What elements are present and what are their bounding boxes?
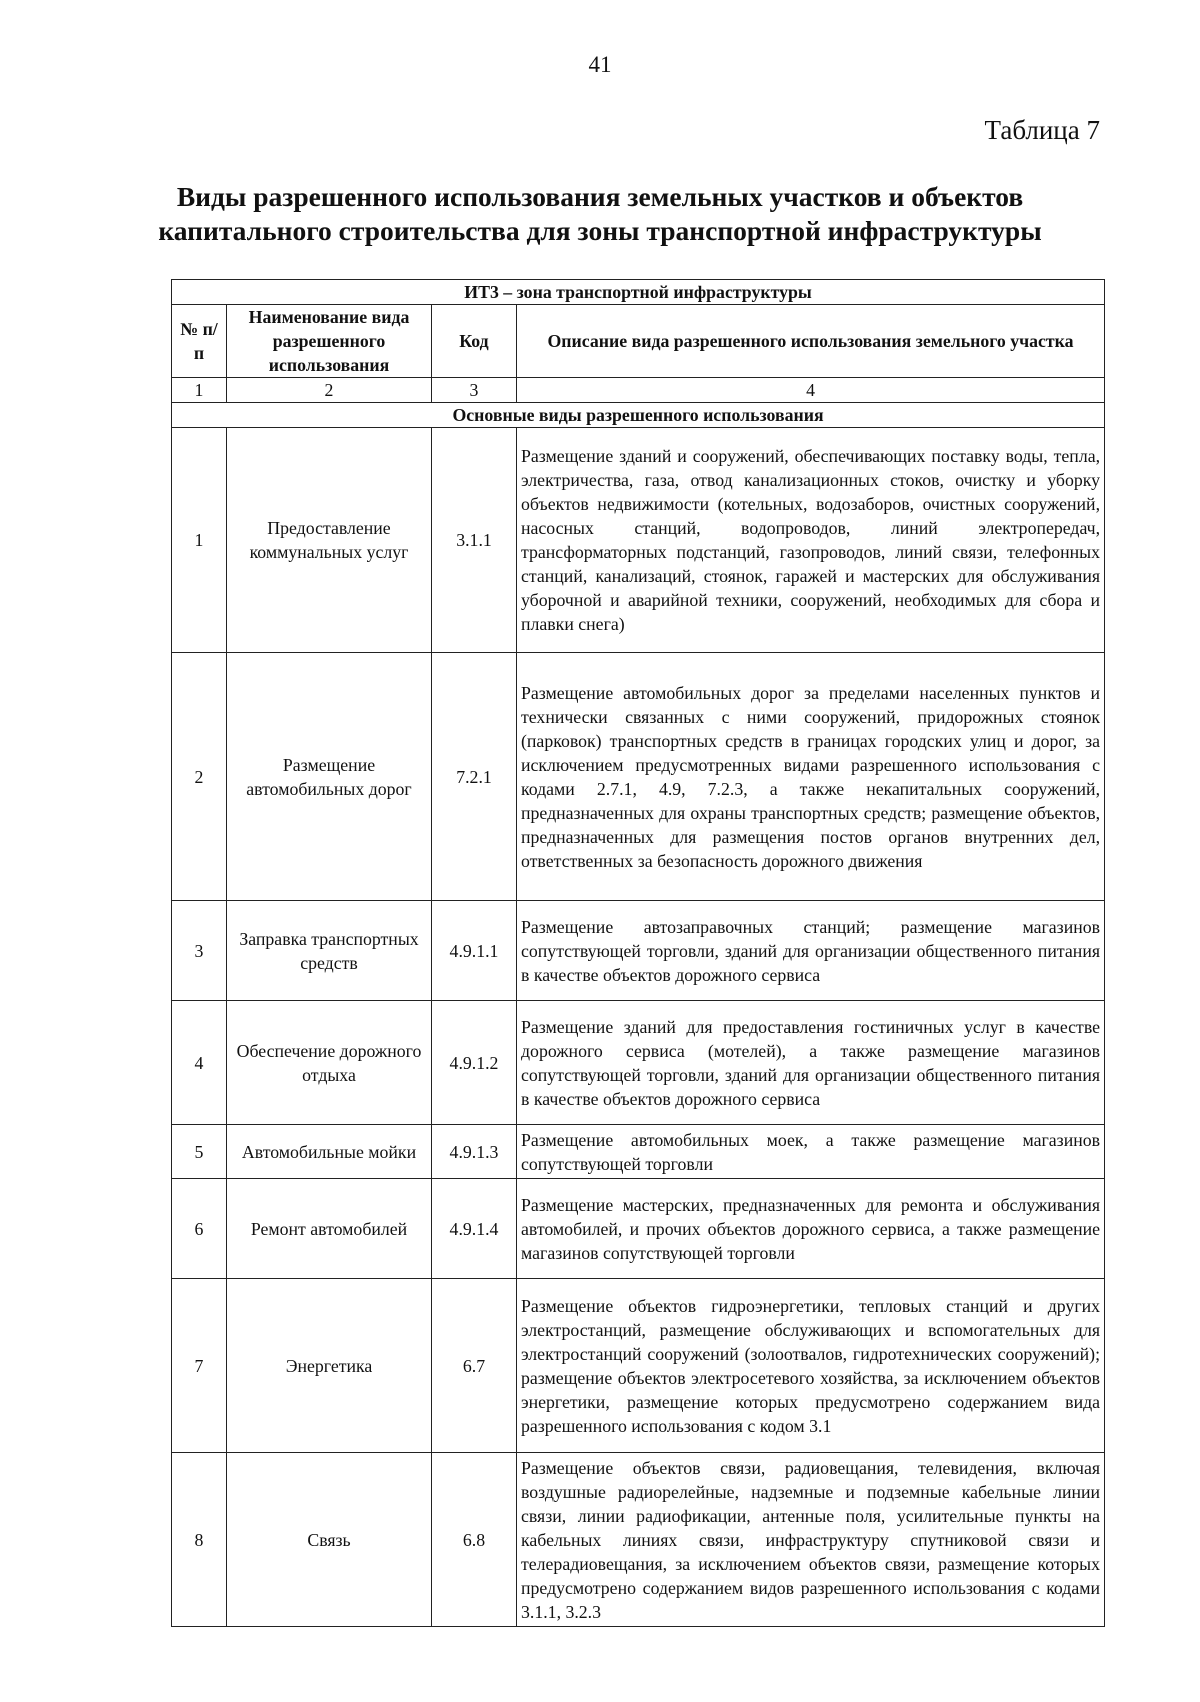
row-number: 8 xyxy=(172,1453,227,1627)
row-code: 4.9.1.1 xyxy=(432,901,517,1001)
table-row xyxy=(172,1001,1105,1125)
row-name: Энергетика xyxy=(227,1279,432,1453)
row-name: Обеспечение дорожного отдыха xyxy=(227,1001,432,1125)
row-number: 7 xyxy=(172,1279,227,1453)
row-name: Ремонт автомобилей xyxy=(227,1179,432,1279)
row-number: 5 xyxy=(172,1125,227,1179)
row-code: 6.7 xyxy=(432,1279,517,1453)
header-name: Наименование вида разрешенного использования xyxy=(227,305,432,378)
table-row xyxy=(172,1125,1105,1179)
table-row xyxy=(172,901,1105,1001)
title-line: Виды разрешенного использования земельных участков и объектов xyxy=(176,181,1024,212)
row-description: Размещение зданий для предоставления гостиничных услуг в качестве дорожного сервиса (мотелей), а также размещение магазинов сопутствующей торговли, зданий для организации общественного питания в качестве объектов дорожного сервиса xyxy=(517,1001,1105,1125)
column-number: 4 xyxy=(517,378,1105,403)
row-number: 1 xyxy=(172,428,227,653)
row-name: Размещение автомобильных дорог xyxy=(227,653,432,901)
table-row xyxy=(172,428,1105,653)
row-number: 2 xyxy=(172,653,227,901)
table-row xyxy=(172,1279,1105,1453)
title-line: капитального строительства для зоны транспортной инфраструктуры xyxy=(158,215,1042,246)
row-code: 4.9.1.4 xyxy=(432,1179,517,1279)
table-label: Таблица 7 xyxy=(984,115,1100,145)
row-name: Предоставление коммунальных услуг xyxy=(227,428,432,653)
row-description: Размещение объектов связи, радиовещания, телевидения, включая воздушные радиорелейные, надземные и подземные кабельные линии связи, линии радиофикации, антенные поля, усилительные пункты на кабельных линиях связи, инфраструктуру спутниковой связи и телерадиовещания, за исключением объектов связи, размещение которых предусмотрено содержанием видов разрешенного использования с кодами 3.1.1, 3.2.3 xyxy=(517,1453,1105,1627)
table-row xyxy=(172,653,1105,901)
document-title xyxy=(0,180,1200,248)
row-description: Размещение объектов гидроэнергетики, тепловых станций и других электростанций, размещение обслуживающих и вспомогательных для электростанций сооружений (золоотвалов, гидротехнических сооружений); размещение объектов электросетевого хозяйства, за исключением объектов энергетики, размещение которых предусмотрено содержанием вида разрешенного использования с кодом 3.1 xyxy=(517,1279,1105,1453)
row-name: Заправка транспортных средств xyxy=(227,901,432,1001)
row-name: Связь xyxy=(227,1453,432,1627)
table-row xyxy=(172,1179,1105,1279)
row-description: Размещение автомобильных моек, а также размещение магазинов сопутствующей торговли xyxy=(517,1125,1105,1179)
header-description: Описание вида разрешенного использования земельного участка xyxy=(517,305,1105,378)
row-description: Размещение автозаправочных станций; размещение магазинов сопутствующей торговли, зданий для организации общественного питания в качестве объектов дорожного сервиса xyxy=(517,901,1105,1001)
row-code: 4.9.1.2 xyxy=(432,1001,517,1125)
row-description: Размещение автомобильных дорог за пределами населенных пунктов и технически связанных с ними сооружений, придорожных стоянок (парковок) транспортных средств в границах городских улиц и дорог, за исключением предусмотренных видами разрешенного использования с кодами 2.7.1, 4.9, 7.2.3, а также некапитальных сооружений, предназначенных для охраны транспортных средств; размещение объектов, предназначенных для размещения постов органов внутренних дел, ответственных за безопасность дорожного движения xyxy=(517,653,1105,901)
page-number: 41 xyxy=(588,52,612,77)
table-row xyxy=(172,1453,1105,1627)
row-number: 3 xyxy=(172,901,227,1001)
row-code: 3.1.1 xyxy=(432,428,517,653)
column-number: 2 xyxy=(227,378,432,403)
section-title: Основные виды разрешенного использования xyxy=(172,403,1105,428)
row-number: 4 xyxy=(172,1001,227,1125)
row-name: Автомобильные мойки xyxy=(227,1125,432,1179)
header-code: Код xyxy=(432,305,517,378)
column-number: 1 xyxy=(172,378,227,403)
row-description: Размещение зданий и сооружений, обеспечивающих поставку воды, тепла, электричества, газа, отвод канализационных стоков, очистку и уборку объектов недвижимости (котельных, водозаборов, очистных сооружений, насосных станций, водопроводов, линий электропередач, трансформаторных подстанций, газопроводов, линий связи, телефонных станций, канализаций, стоянок, гаражей и мастерских для обслуживания уборочной и аварийной техники, сооружений, необходимых для сбора и плавки снега) xyxy=(517,428,1105,653)
row-number: 6 xyxy=(172,1179,227,1279)
row-code: 4.9.1.3 xyxy=(432,1125,517,1179)
zone-table xyxy=(171,279,1105,1627)
header-num: № п/п xyxy=(172,305,227,378)
column-number: 3 xyxy=(432,378,517,403)
row-code: 6.8 xyxy=(432,1453,517,1627)
zone-title: ИТ3 – зона транспортной инфраструктуры xyxy=(172,280,1105,305)
row-description: Размещение мастерских, предназначенных для ремонта и обслуживания автомобилей, и прочих объектов дорожного сервиса, а также размещение магазинов сопутствующей торговли xyxy=(517,1179,1105,1279)
row-code: 7.2.1 xyxy=(432,653,517,901)
